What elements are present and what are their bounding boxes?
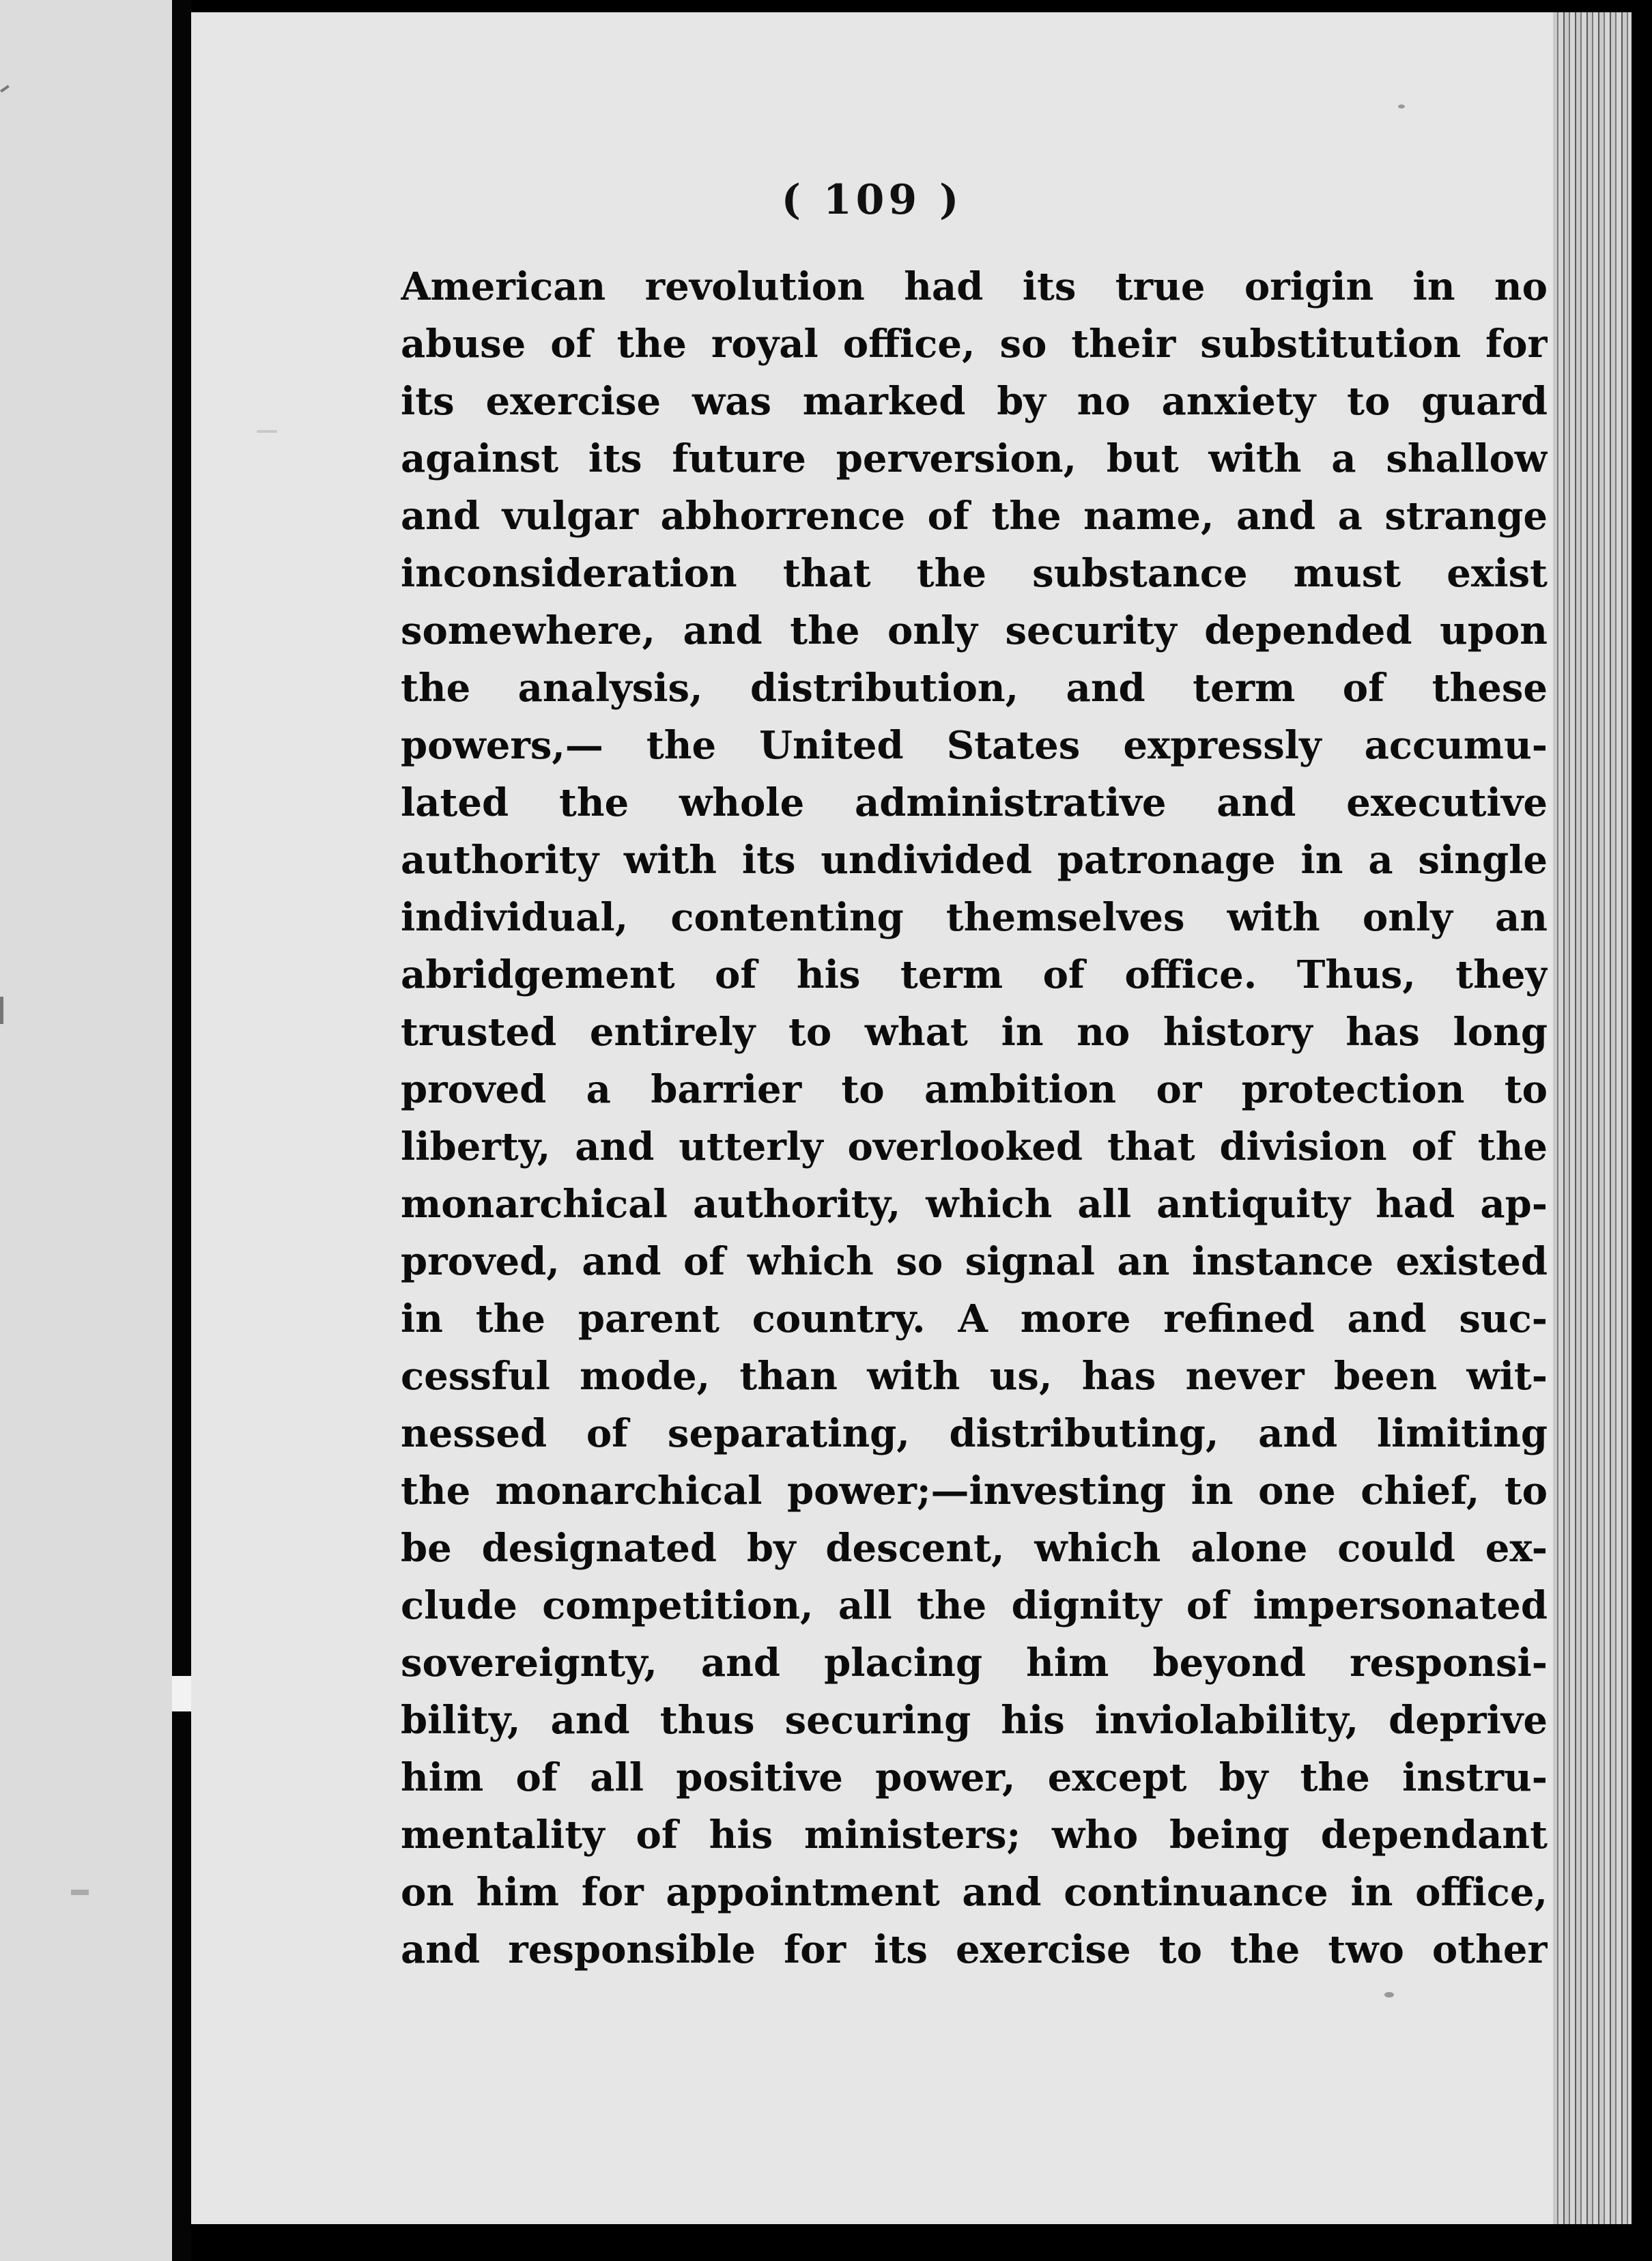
text-line: on him for appointment and continuance in office, [401,1870,1548,1915]
text-line: proved, and of which so signal an instance existed [401,1239,1548,1284]
text-line: monarchical authority, which all antiquity had ap- [401,1182,1548,1227]
binding-gutter [172,0,191,2261]
text-line: the monarchical power;—investing in one chief, to [401,1468,1548,1513]
gutter-tab [172,1676,191,1711]
text-line: liberty, and utterly overlooked that division of the [401,1124,1548,1169]
body-text [401,258,1548,1978]
book-page [191,12,1553,2224]
text-line: authority with its undivided patronage in a single [401,838,1548,883]
text-line: proved a barrier to ambition or protection to [401,1067,1548,1112]
text-line: clude competition, all the dignity of impersonated [401,1583,1548,1628]
stacked-page-edges [1553,12,1632,2224]
text-line: mentality of his ministers; who being dependant [401,1812,1548,1858]
text-line: be designated by descent, which alone could ex- [401,1526,1548,1571]
text-line: abridgement of his term of office. Thus, they [401,952,1548,997]
facing-page-edge [0,0,172,2261]
paper-speck [257,430,277,433]
paper-speck [1398,104,1405,109]
text-line: cessful mode, than with us, has never been wit- [401,1354,1548,1399]
text-line: abuse of the royal office, so their substitution for [401,322,1548,367]
text-line: nessed of separating, distributing, and limiting [401,1411,1548,1456]
text-line: bility, and thus securing his inviolability, deprive [401,1698,1548,1743]
text-line: its exercise was marked by no anxiety to guard [401,379,1548,424]
text-line: somewhere, and the only security depended upon [401,608,1548,653]
text-line: him of all positive power, except by the instru- [401,1755,1548,1800]
scan-border [1632,0,1652,2261]
text-line: and vulgar abhorrence of the name, and a strange [401,494,1548,539]
text-line: powers,— the United States expressly accumu- [401,723,1548,768]
paper-speck [1384,1992,1394,1997]
text-line: and responsible for its exercise to the two other [401,1927,1548,1972]
text-line: in the parent country. A more refined and suc- [401,1296,1548,1341]
text-line: trusted entirely to what in no history has long [401,1010,1548,1055]
text-line: inconsideration that the substance must exist [401,551,1548,596]
text-line: lated the whole administrative and executive [401,780,1548,825]
facing-page-mark [0,997,3,1024]
text-line: the analysis, distribution, and term of these [401,666,1548,711]
facing-page-mark [71,1890,89,1895]
text-line: sovereignty, and placing him beyond responsi- [401,1640,1548,1686]
page-number: ( 109 ) [781,176,963,224]
facing-page-mark [0,85,10,92]
text-line: individual, contenting themselves with only an [401,895,1548,940]
text-line: American revolution had its true origin in no [401,264,1548,309]
text-line: against its future perversion, but with a shallow [401,436,1548,481]
